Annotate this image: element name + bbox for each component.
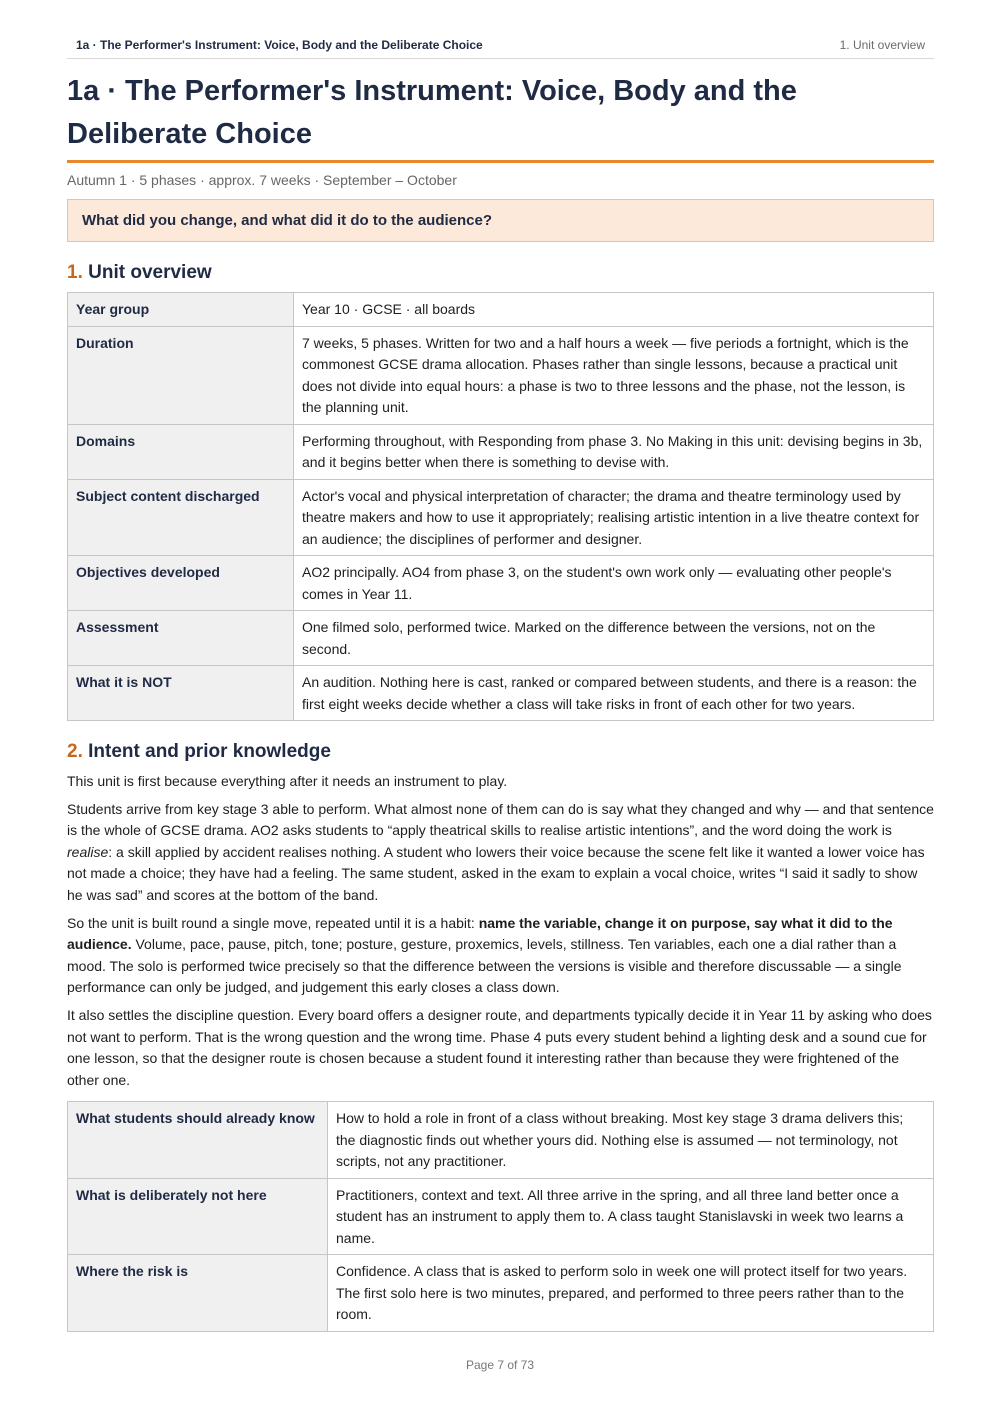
paragraph [67,913,934,999]
paragraph-text: Students arrive from key stage 3 able to perform. What almost none of them can do is say what they changed and why — and that sentence is the whole of GCSE drama. AO2 asks students to “apply theatrical skills to realise artistic intentions”, and the word doing the work is [67,800,934,839]
row-label: Duration [68,326,294,424]
table-row [68,293,934,327]
table-row [68,556,934,611]
row-label: Objectives developed [68,556,294,611]
row-label: Year group [68,293,294,327]
bold-text: name the variable, change it on purpose, say what it did to the audience. [67,914,893,953]
table-row [68,1178,934,1255]
row-label: Subject content discharged [68,479,294,556]
section-number: 2. [67,741,83,762]
key-question-box [67,199,934,242]
running-header [67,38,934,59]
paragraph: It also settles the discipline question. Every board offers a designer route, and departments typically decide it in Year 11 by asking who does not want to perform. That is the wrong question and the wrong time. Phase 4 puts every student behind a lighting desk and a sound cue for one lesson, so that the designer route is chosen because a student found it interesting rather than because they were frightened of the other one. [67,1006,932,1088]
paragraph-text: So the unit is built round a single move, repeated until it is a habit: [67,914,479,931]
row-value: Practitioners, context and text. All three arrive in the spring, and all three land better once a student has an instrument to apply them to. A class taught Stanislavski in week two learns a name. [328,1178,934,1255]
row-label: Where the risk is [68,1255,328,1332]
section-title: Unit overview [88,262,212,283]
table-row [68,326,934,424]
row-label: What students should already know [68,1102,328,1179]
section-title: Intent and prior knowledge [88,741,331,762]
running-header-title: 1a · The Performer's Instrument: Voice, Body and the Deliberate Choice [76,38,483,52]
table-row [68,666,934,721]
key-question: What did you change, and what did it do to the audience? [82,212,493,229]
unit-meta: Autumn 1 · 5 phases · approx. 7 weeks · September – October [67,172,457,188]
row-value: 7 weeks, 5 phases. Written for two and a half hours a week — five periods a fortnight, which is the commonest GCSE drama allocation. Phases rather than single lessons, because a practical unit does not divide into equal hours: a phase is two to three lessons and the phase, not the lesson, is the planning unit. [294,326,934,424]
row-value: How to hold a role in front of a class without breaking. Most key stage 3 drama delivers this; the diagnostic finds out whether yours did. Nothing else is assumed — not terminology, not scripts, not any practitioner. [328,1102,934,1179]
paragraph [67,799,934,907]
page-number: Page 7 of 73 [465,1358,535,1372]
running-header-section: 1. Unit overview [839,38,925,52]
emphasis-text: realise [67,843,109,860]
row-value: One filmed solo, performed twice. Marked on the difference between the versions, not on the second. [294,611,934,666]
row-label: Domains [68,424,294,479]
paragraph-text: Volume, pace, pause, pitch, tone; posture, gesture, proxemics, levels, stillness. Ten variables, each one a dial rather than a mood. The solo is performed twice precisely so that the difference between the versions is visible and therefore discussable — a single performance can only be judged, and judgement this early closes a class down. [67,936,902,996]
page [67,0,934,1332]
table-row [68,479,934,556]
row-label: Assessment [68,611,294,666]
row-value: Actor's vocal and physical interpretation of character; the drama and theatre terminology used by theatre makers and how to use it appropriately; realising artistic intention in a live theatre context for an audience; the disciplines of performer and designer. [294,479,934,556]
paragraph: This unit is first because everything after it needs an instrument to play. [67,773,508,789]
table-row [68,1102,934,1179]
prior-knowledge-table [67,1101,934,1332]
unit-overview-table [67,292,934,721]
section-heading-unit-overview [67,262,934,284]
table-row [68,424,934,479]
row-value: An audition. Nothing here is cast, ranked or compared between students, and there is a reason: the first eight weeks decide whether a class will take risks in front of each other for two years. [294,666,934,721]
row-label: What is deliberately not here [68,1178,328,1255]
row-value: Year 10 · GCSE · all boards [294,293,934,327]
row-value: AO2 principally. AO4 from phase 3, on the student's own work only — evaluating other people's comes in Year 11. [294,556,934,611]
page-title: 1a · The Performer's Instrument: Voice, Body and the Deliberate Choice [67,70,934,163]
section-heading-intent [67,741,934,763]
table-row [68,611,934,666]
row-label: What it is NOT [68,666,294,721]
paragraph-text: : a skill applied by accident realises nothing. A student who lowers their voice because the scene felt like it wanted a lower voice has not made a choice; they have had a feeling. The same student, asked in the exam to explain a vocal choice, writes “I said it sadly to show he was sad” and scores at the bottom of the band. [67,843,925,903]
row-value: Confidence. A class that is asked to perform solo in week one will protect itself for two years. The first solo here is two minutes, prepared, and performed to three peers rather than to the room. [328,1255,934,1332]
row-value: Performing throughout, with Responding from phase 3. No Making in this unit: devising begins in 3b, and it begins better when there is something to devise with. [294,424,934,479]
table-row [68,1255,934,1332]
section-number: 1. [67,262,83,283]
